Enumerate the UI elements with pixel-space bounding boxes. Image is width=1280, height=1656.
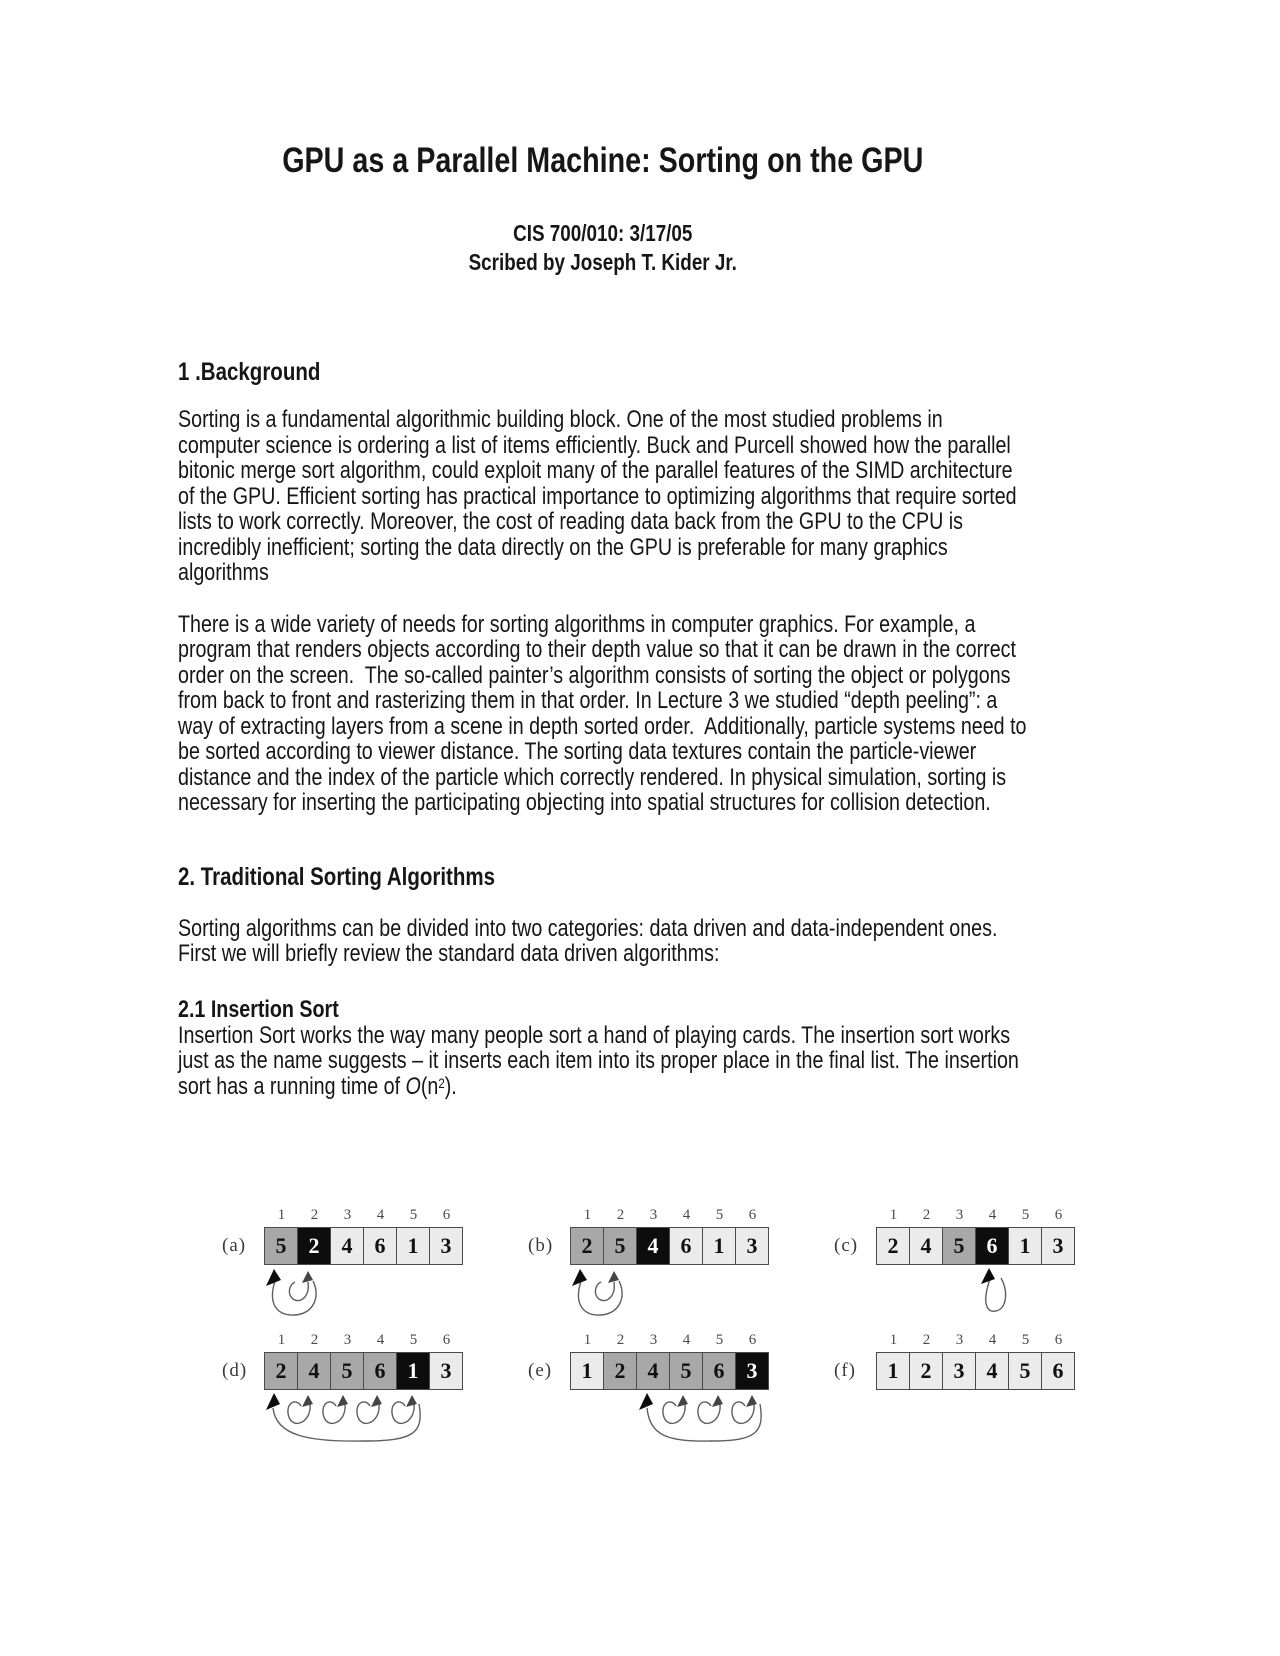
- index-label: 5: [409, 1207, 418, 1223]
- array-cell: 5: [331, 1353, 364, 1389]
- array-block: [264, 1207, 469, 1318]
- array-cell: 3: [430, 1228, 462, 1264]
- index-row: [876, 1207, 1081, 1227]
- array-block: [570, 1207, 775, 1318]
- array-cell: 3: [736, 1228, 768, 1264]
- document-content: [178, 0, 1032, 1100]
- array-cell: 5: [943, 1228, 976, 1264]
- heading-traditional: 2. Traditional Sorting Algorithms: [178, 862, 496, 891]
- index-label: 3: [955, 1332, 964, 1348]
- panel-label: (c): [834, 1235, 859, 1256]
- index-label: 2: [922, 1332, 931, 1348]
- array-cell: 2: [298, 1228, 331, 1264]
- shift5-arrow-icon: [264, 1391, 469, 1443]
- array-cell: 3: [943, 1353, 976, 1389]
- array-cell: 4: [298, 1353, 331, 1389]
- big-o-close: ).: [444, 1072, 457, 1100]
- array-cell: 3: [736, 1353, 768, 1389]
- heading-background: 1 .Background: [178, 358, 321, 386]
- array-cell: 1: [877, 1353, 910, 1389]
- paragraph-background-1: Sorting is a fundamental algorithmic building block. One of the most studied problems in computer science is ordering a list of items efficiently. Buck and Purcell showed how the parallel bitonic merge sort algorithm, could exploit many of the parallel features of the SIMD architecture of the GPU. Efficient sorting has practical importance to optimizing algorithms that require sorted lists to work correctly. Moreover, the cost of reading data back from the GPU to the CPU is incredibly inefficient; sorting the data directly on the GPU is preferable for many graphics algorithms: [178, 406, 1023, 586]
- index-label: 5: [1021, 1207, 1030, 1223]
- index-label: 4: [682, 1207, 691, 1223]
- index-row: [264, 1207, 469, 1227]
- scribe-line: Scribed by Joseph T. Kider Jr.: [468, 249, 737, 275]
- array-cell: 4: [910, 1228, 943, 1264]
- index-label: 6: [1054, 1207, 1063, 1223]
- figure-panel-c: [834, 1207, 1081, 1318]
- array-cells: [876, 1352, 1075, 1390]
- array-cell: 1: [397, 1353, 430, 1389]
- array-cell: 4: [331, 1228, 364, 1264]
- panel-label: (b): [528, 1235, 554, 1256]
- index-label: 2: [310, 1332, 319, 1348]
- index-label: 3: [649, 1207, 658, 1223]
- panel-label: (d): [222, 1360, 248, 1381]
- figure-row: [222, 1332, 1280, 1443]
- array-cell: 6: [364, 1228, 397, 1264]
- index-label: 6: [748, 1332, 757, 1348]
- big-o-symbol: O: [405, 1072, 421, 1100]
- index-label: 3: [343, 1332, 352, 1348]
- array-cell: 3: [430, 1353, 462, 1389]
- paragraph-traditional-intro: Sorting algorithms can be divided into two categories: data driven and data-independent ones. First we will briefly review the standard data driven algorithms:: [178, 914, 1009, 967]
- array-cell: 4: [637, 1228, 670, 1264]
- array-cell: 1: [397, 1228, 430, 1264]
- array-cells: [570, 1352, 769, 1390]
- heading-insertion-sort: 2.1 Insertion Sort: [178, 995, 339, 1023]
- array-cell: 2: [604, 1353, 637, 1389]
- index-label: 5: [409, 1332, 418, 1348]
- index-label: 1: [277, 1332, 286, 1348]
- array-cells: [570, 1227, 769, 1265]
- array-block: [264, 1332, 469, 1443]
- array-cell: 1: [571, 1353, 604, 1389]
- index-row: [264, 1332, 469, 1352]
- array-cell: 2: [265, 1353, 298, 1389]
- insertion-sort-text: Insertion Sort works the way many people sort a hand of playing cards. The insertion sort works just as the name suggests – it inserts each item into its proper place in the final list. The insertion sort has a running time of: [178, 1021, 1025, 1100]
- array-cell: 6: [1042, 1353, 1074, 1389]
- index-label: 5: [1021, 1332, 1030, 1348]
- index-label: 2: [310, 1207, 319, 1223]
- page-title: GPU as a Parallel Machine: Sorting on the GPU: [282, 141, 924, 180]
- index-label: 6: [442, 1207, 451, 1223]
- figure-panel-f: [834, 1332, 1075, 1443]
- index-label: 5: [715, 1207, 724, 1223]
- big-o-exponent: 2: [438, 1074, 445, 1091]
- figure-panel-b: [528, 1207, 775, 1318]
- array-cell: 4: [637, 1353, 670, 1389]
- array-block: [876, 1332, 1075, 1443]
- course-line: CIS 700/010: 3/17/05: [513, 220, 693, 246]
- array-cell: 2: [877, 1228, 910, 1264]
- loop-arrow-icon: [876, 1266, 1081, 1318]
- index-label: 4: [376, 1332, 385, 1348]
- paragraph-insertion-sort: [178, 1023, 1028, 1100]
- array-cell: 5: [604, 1228, 637, 1264]
- index-label: 4: [682, 1332, 691, 1348]
- figure-row: [222, 1207, 1280, 1318]
- index-label: 3: [343, 1207, 352, 1223]
- array-cell: 2: [910, 1353, 943, 1389]
- index-row: [570, 1207, 775, 1227]
- index-label: 1: [583, 1207, 592, 1223]
- array-cell: 1: [1009, 1228, 1042, 1264]
- index-label: 3: [955, 1207, 964, 1223]
- index-label: 4: [376, 1207, 385, 1223]
- index-label: 2: [922, 1207, 931, 1223]
- array-cells: [264, 1352, 463, 1390]
- figure-panel-e: [528, 1332, 775, 1443]
- index-label: 5: [715, 1332, 724, 1348]
- figure-panel-a: [222, 1207, 469, 1318]
- array-cell: 2: [571, 1228, 604, 1264]
- array-block: [876, 1207, 1081, 1318]
- index-row: [570, 1332, 775, 1352]
- index-label: 1: [277, 1207, 286, 1223]
- index-label: 1: [889, 1207, 898, 1223]
- array-cell: 6: [670, 1228, 703, 1264]
- index-label: 1: [583, 1332, 592, 1348]
- index-label: 6: [748, 1207, 757, 1223]
- array-block: [570, 1332, 775, 1443]
- index-label: 3: [649, 1332, 658, 1348]
- index-label: 4: [988, 1207, 997, 1223]
- figure-panel-d: [222, 1332, 469, 1443]
- array-cell: 5: [670, 1353, 703, 1389]
- array-cell: 3: [1042, 1228, 1074, 1264]
- panel-label: (e): [528, 1360, 553, 1381]
- panel-label: (f): [834, 1360, 856, 1381]
- index-label: 2: [616, 1332, 625, 1348]
- index-row: [876, 1332, 1075, 1352]
- array-cell: 6: [364, 1353, 397, 1389]
- paragraph-background-2: There is a wide variety of needs for sorting algorithms in computer graphics. For example, a program that renders objects according to their depth value so that it can be drawn in the correct order on the screen. The so-called painter’s algorithm consists of sorting the object or polygons from back to front and rasterizing them in that order. In Lecture 3 we studied “depth peeling”: a way of extracting layers from a scene in depth sorted order. Additionally, particle systems need to be sorted according to viewer distance. The sorting data textures contain the particle-viewer distance and the index of the particle which correctly rendered. In physical simulation, sorting is necessary for inserting the participating objecting into spatial structures for collision detection.: [178, 610, 1032, 816]
- array-cells: [264, 1227, 463, 1265]
- index-label: 4: [988, 1332, 997, 1348]
- index-label: 2: [616, 1207, 625, 1223]
- shift3-arrow-icon: [570, 1391, 775, 1443]
- panel-label: (a): [222, 1235, 247, 1256]
- subtitle-block: [178, 219, 1028, 277]
- swap-arrow-icon: [264, 1266, 469, 1318]
- array-cell: 1: [703, 1228, 736, 1264]
- array-cell: 4: [976, 1353, 1009, 1389]
- array-cells: [876, 1227, 1075, 1265]
- index-label: 6: [1054, 1332, 1063, 1348]
- array-cell: 6: [976, 1228, 1009, 1264]
- array-cell: 6: [703, 1353, 736, 1389]
- swap-arrow-icon: [570, 1266, 775, 1318]
- array-cell: 5: [1009, 1353, 1042, 1389]
- big-o-n: (n: [420, 1072, 439, 1100]
- index-label: 1: [889, 1332, 898, 1348]
- insertion-sort-figure: [222, 1207, 1280, 1443]
- array-cell: 5: [265, 1228, 298, 1264]
- index-label: 6: [442, 1332, 451, 1348]
